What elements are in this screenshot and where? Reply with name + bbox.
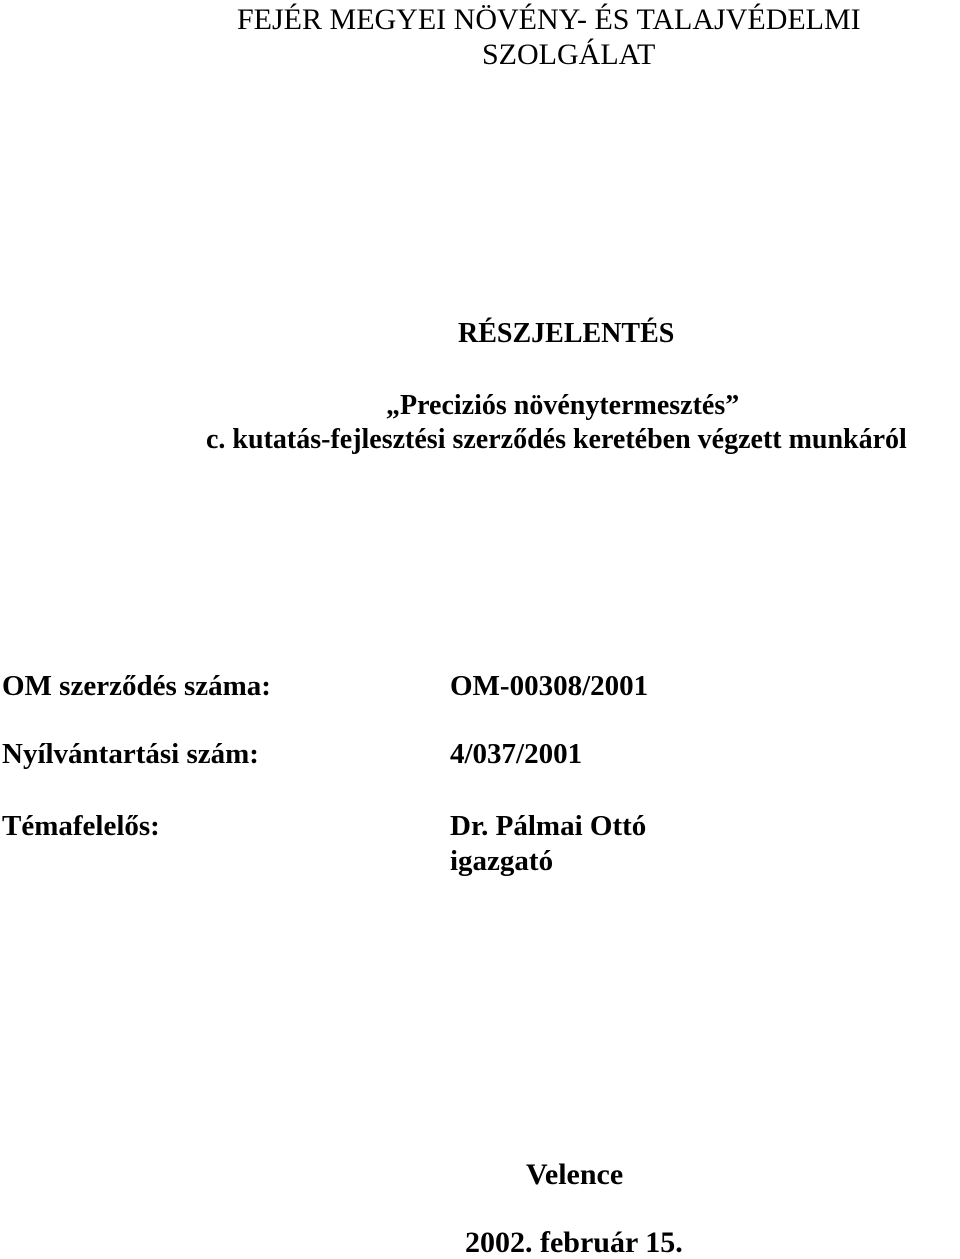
- document-date: 2002. február 15.: [465, 1226, 683, 1259]
- registry-number-label: Nyílvántartási szám:: [2, 738, 259, 770]
- contract-number-value: OM-00308/2001: [450, 670, 649, 702]
- report-description: c. kutatás-fejlesztési szerződés keretében végzett munkáról: [206, 424, 907, 455]
- report-subject: „Preciziós növénytermesztés”: [386, 390, 740, 421]
- organization-name-line1: FEJÉR MEGYEI NÖVÉNY- ÉS TALAJVÉDELMI: [237, 3, 861, 36]
- registry-number-value: 4/037/2001: [450, 738, 583, 770]
- contract-number-label: OM szerződés száma:: [2, 670, 271, 702]
- report-title: RÉSZJELENTÉS: [458, 318, 675, 349]
- place-name: Velence: [526, 1158, 624, 1191]
- organization-name-line2: SZOLGÁLAT: [482, 38, 656, 71]
- responsible-name: Dr. Pálmai Ottó: [450, 810, 647, 842]
- responsible-title: igazgató: [450, 845, 554, 877]
- responsible-label: Témafelelős:: [2, 810, 160, 842]
